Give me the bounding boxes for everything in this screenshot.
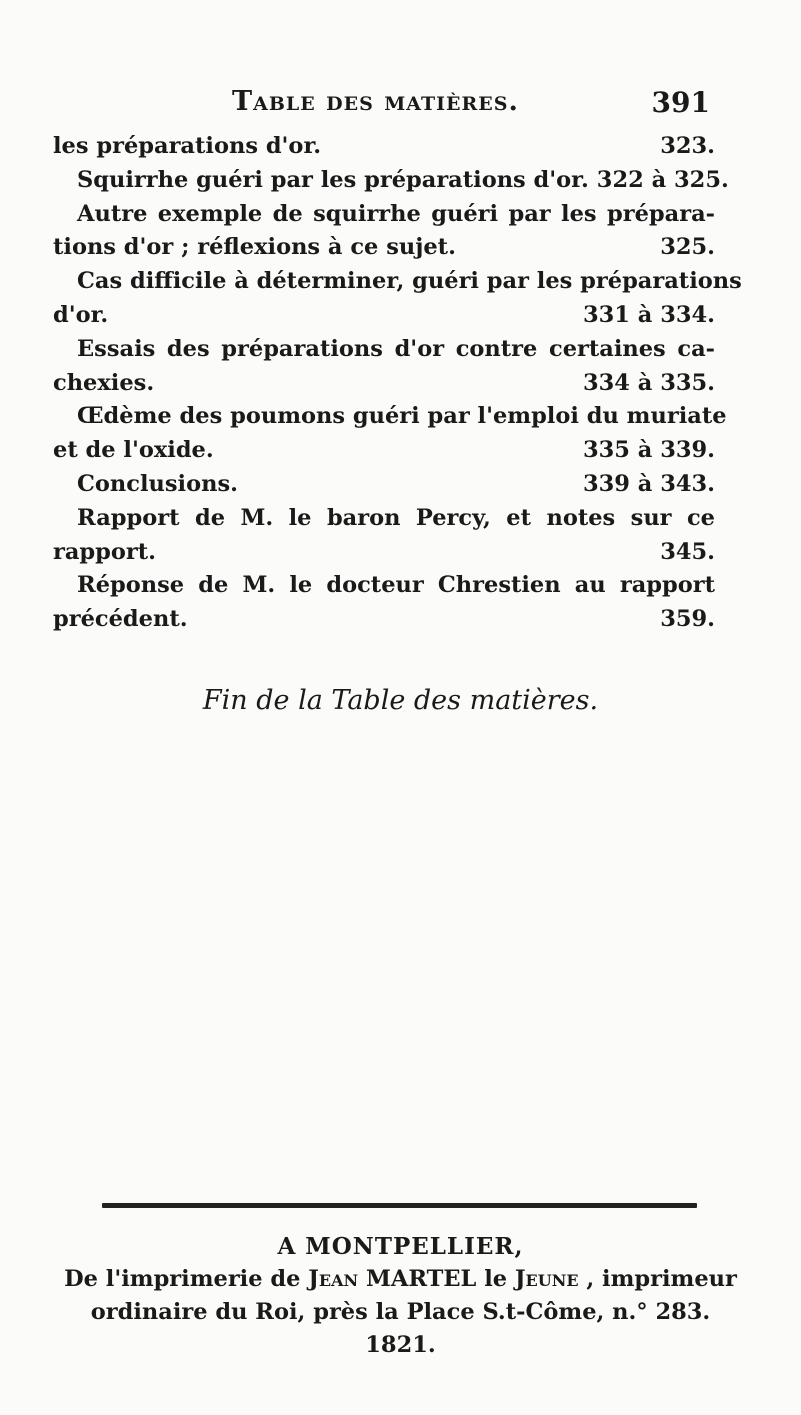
toc-entry-page: 322 à 325.	[596, 166, 729, 193]
table-of-contents	[53, 130, 742, 637]
toc-entry-page: 325.	[660, 234, 715, 261]
toc-entry-text: les préparations d'or.	[53, 133, 322, 159]
toc-entry-page: 334 à 335.	[582, 369, 715, 396]
imprint-line-1	[0, 1263, 801, 1296]
toc-entry-text: Œdème des poumons guéri par l'emploi du muriate	[77, 403, 727, 430]
toc-entry-text: Conclusions.	[77, 470, 238, 497]
toc-entry-page: 331 à 334.	[582, 301, 715, 328]
toc-entry-text: Essais des préparations d'or contre certaines ca-	[77, 335, 715, 362]
toc-entry-text: Squirrhe guéri par les préparations d'or.	[77, 166, 589, 193]
toc-entry	[53, 265, 742, 333]
imprint-printer-suffix: Jeune	[514, 1266, 579, 1292]
toc-entry-text: précédent.	[53, 606, 188, 633]
toc-entry-text: Rapport de M. le baron Percy, et notes sur ce	[77, 504, 715, 531]
header-title: Table des matières.	[232, 86, 519, 117]
toc-entry-text: tions d'or ; réflexions à ce sujet.	[53, 234, 456, 261]
toc-entry	[53, 198, 715, 266]
toc-entry-page: 359.	[660, 606, 715, 633]
toc-entry-page: 323.	[660, 133, 715, 159]
toc-entry-page: 345.	[660, 538, 715, 565]
divider-rule	[102, 1203, 697, 1208]
toc-entry	[53, 502, 715, 570]
toc-entry-text: et de l'oxide.	[53, 437, 214, 464]
toc-entry	[53, 468, 715, 502]
imprint-prefix: De l'imprimerie de	[64, 1266, 309, 1292]
imprint-line-end: , imprimeur	[578, 1266, 737, 1292]
toc-entry-text: Cas difficile à déterminer, guéri par les préparations	[77, 268, 742, 295]
imprint-line-2: ordinaire du Roi, près la Place S.t-Côme, n.° 283.	[90, 1299, 711, 1325]
imprint-printer-last: MARTEL le	[358, 1266, 515, 1292]
end-of-table-note: Fin de la Table des matières.	[202, 685, 599, 716]
printer-imprint	[0, 1230, 801, 1362]
toc-entry-text: rapport.	[53, 538, 156, 565]
toc-entry-page: 335 à 339.	[582, 437, 715, 464]
toc-entry	[53, 130, 715, 164]
toc-entry	[53, 569, 715, 637]
toc-entry-page: 339 à 343.	[582, 470, 715, 497]
toc-entry-text: chexies.	[53, 369, 155, 396]
toc-entry	[53, 333, 715, 401]
page-number: 391	[651, 86, 710, 119]
imprint-year: 1821.	[365, 1332, 436, 1358]
running-header	[150, 86, 710, 126]
toc-entry-text: Réponse de M. le docteur Chrestien au rapport	[77, 572, 715, 599]
imprint-printer-first: Jean	[308, 1266, 359, 1292]
imprint-city: A MONTPELLIER,	[277, 1233, 524, 1260]
toc-entry	[53, 400, 727, 468]
toc-entry-text: d'or.	[53, 301, 109, 328]
toc-entry	[53, 164, 729, 198]
toc-entry-text: Autre exemple de squirrhe guéri par les prépara-	[77, 200, 715, 227]
